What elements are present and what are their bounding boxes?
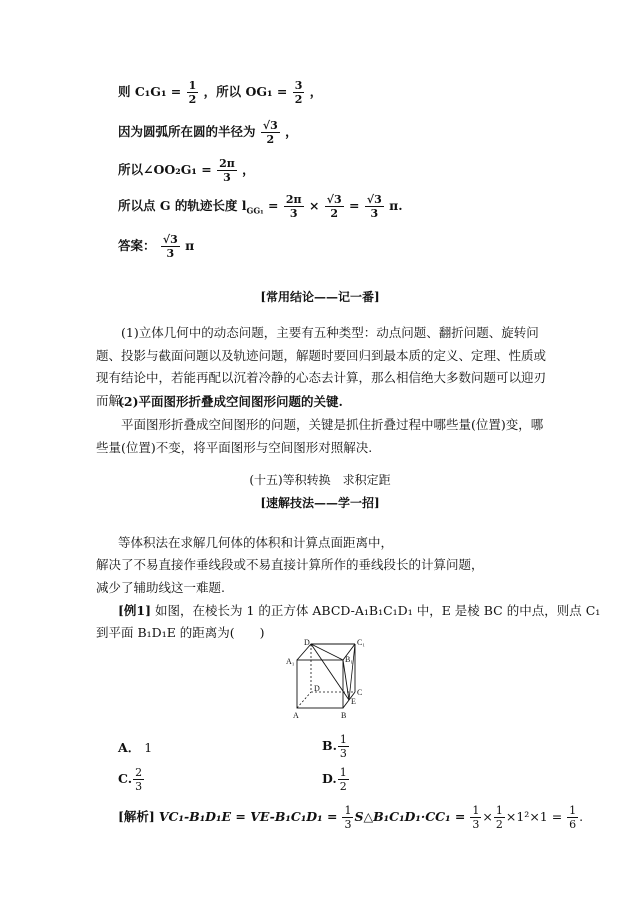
label-a: A [293,711,299,720]
method-line-3: 减少了辅助线这一难题. [96,580,225,595]
answer-line [118,234,194,259]
text: π. [389,198,403,213]
label-c: C [357,688,363,697]
option-c[interactable] [118,767,145,792]
option-label: B. [322,738,337,753]
denominator: 2 [188,93,197,106]
paragraph-dynamic-problems: (1)立体几何中的动态问题，主要有五种类型：动点问题、翻折问题、旋转问题、投影与截面问题以及轨迹问题，解题时要回归到最本质的定义、定理、性质或现有结论中，若能再配以沉着冷静的心态去计算，那么相信绝大多数问题可以迎刃而解. [96,325,547,408]
denominator: 3 [223,171,231,184]
text: ×1²×1 = [505,809,563,824]
denominator: 3 [472,818,480,831]
option-a[interactable] [118,738,152,756]
text: = [268,198,279,213]
fraction [261,120,280,145]
text: × [308,198,320,213]
numerator: 1 [495,804,503,817]
label-b1: B₁ [345,655,354,664]
text: 所以点 G 的轨迹长度 l [118,198,247,213]
denominator: 3 [166,247,175,260]
denominator: 6 [569,818,577,831]
fraction [325,194,344,219]
denominator: 2 [294,93,303,106]
option-value: 1 [144,740,153,755]
text: ， [242,162,255,177]
fraction [161,234,180,259]
numerator: 1 [569,804,577,817]
fraction [365,194,384,219]
denominator: 3 [370,207,379,220]
fraction [494,805,505,830]
cube-figure [283,638,383,728]
option-label: A． [118,740,141,755]
text: . [579,809,584,824]
example-tag: [例1] [118,603,152,618]
text: ， [309,84,323,99]
paragraph-folding-key: (2)平面图形折叠成空间图形问题的关键. [118,394,343,409]
analysis-tag: [解析] [118,809,155,824]
numerator: 1 [472,804,480,817]
segment-d1-b1 [311,644,343,660]
denominator: 3 [339,747,347,760]
text: ， [285,124,298,139]
option-label: D. [322,771,337,786]
fraction [217,158,237,183]
text: 所以∠OO₂G₁ = [118,162,212,177]
method-line-1: 等体积法在求解几何体的体积和计算点面距离中， [118,535,394,550]
fraction [293,80,305,105]
label-d1: D₁ [304,638,313,647]
text: × [482,809,493,824]
label-b: B [341,711,347,720]
text: π [185,238,195,253]
text: VC₁-B₁D₁E = VE-B₁C₁D₁ = [158,809,338,824]
solution-line-3 [118,158,255,183]
numerator: 1 [188,79,197,92]
label-d: D [314,684,320,693]
segment-b1-e [343,660,349,700]
analysis-line [118,805,583,830]
section-title-conclusions: [常用结论——记一番] [260,290,380,304]
denominator: 3 [289,207,298,220]
option-d[interactable] [322,767,350,792]
numerator: 2π [285,193,302,206]
fraction [470,805,481,830]
fraction [338,734,349,759]
denominator: 2 [330,207,339,220]
numerator: 1 [339,733,347,746]
section-heading-equal-volume: (十五)等积转换 求积定距 [249,473,391,487]
segment-c1-e [349,644,355,700]
numerator: 2π [219,157,235,170]
example-text: 如图，在棱长为 1 的正方体 ABCD-A₁B₁C₁D₁ 中，E 是棱 BC 的中点，则点 C₁ [155,603,601,618]
numerator: √3 [262,119,278,132]
numerator: 2 [135,766,143,779]
fraction [284,194,304,219]
denominator: 2 [339,780,347,793]
text: 因为圆弧所在圆的半径为 [118,124,256,139]
solution-line-1 [118,80,322,105]
example-line-2: 到平面 B₁D₁E 的距离为( ) [96,625,265,640]
text: 答案： [118,238,156,253]
numerator: 1 [344,804,352,817]
section-title-quick-method: [速解技法——学一招] [260,496,380,510]
label-e: E [351,697,356,706]
numerator: √3 [326,193,342,206]
numerator: √3 [366,193,382,206]
solution-line-2 [118,120,298,145]
subscript: GG₁ [246,205,264,216]
paragraph-folding-detail: 平面图形折叠成空间图形的问题，关键是抓住折叠过程中哪些量(位置)变，哪些量(位置)不变，将平面图形与空间图形对照解决. [96,417,544,455]
solution-line-4 [118,194,403,219]
numerator: 3 [294,79,303,92]
option-b[interactable] [322,734,350,759]
example-line-1 [118,601,600,619]
option-label: C. [118,771,133,786]
method-line-2: 解决了不易直接作垂线段或不易直接计算所作的垂线段长的计算问题， [96,557,484,572]
fraction [187,80,199,105]
front-face [297,660,343,708]
denominator: 2 [495,818,503,831]
denominator: 2 [266,133,275,146]
fraction [338,767,349,792]
fraction [567,805,578,830]
text: ，所以 OG₁ = [203,84,288,99]
label-a1: A₁ [286,657,295,666]
hidden-edge [297,692,311,708]
text: = [349,198,360,213]
text: S△B₁C₁D₁·CC₁ = [354,809,466,824]
label-c1: C₁ [357,638,366,647]
denominator: 3 [344,818,352,831]
numerator: 1 [339,766,347,779]
numerator: √3 [162,233,178,246]
denominator: 3 [135,780,143,793]
text: 则 C₁G₁ = [118,84,182,99]
fraction [133,767,144,792]
fraction [342,805,353,830]
